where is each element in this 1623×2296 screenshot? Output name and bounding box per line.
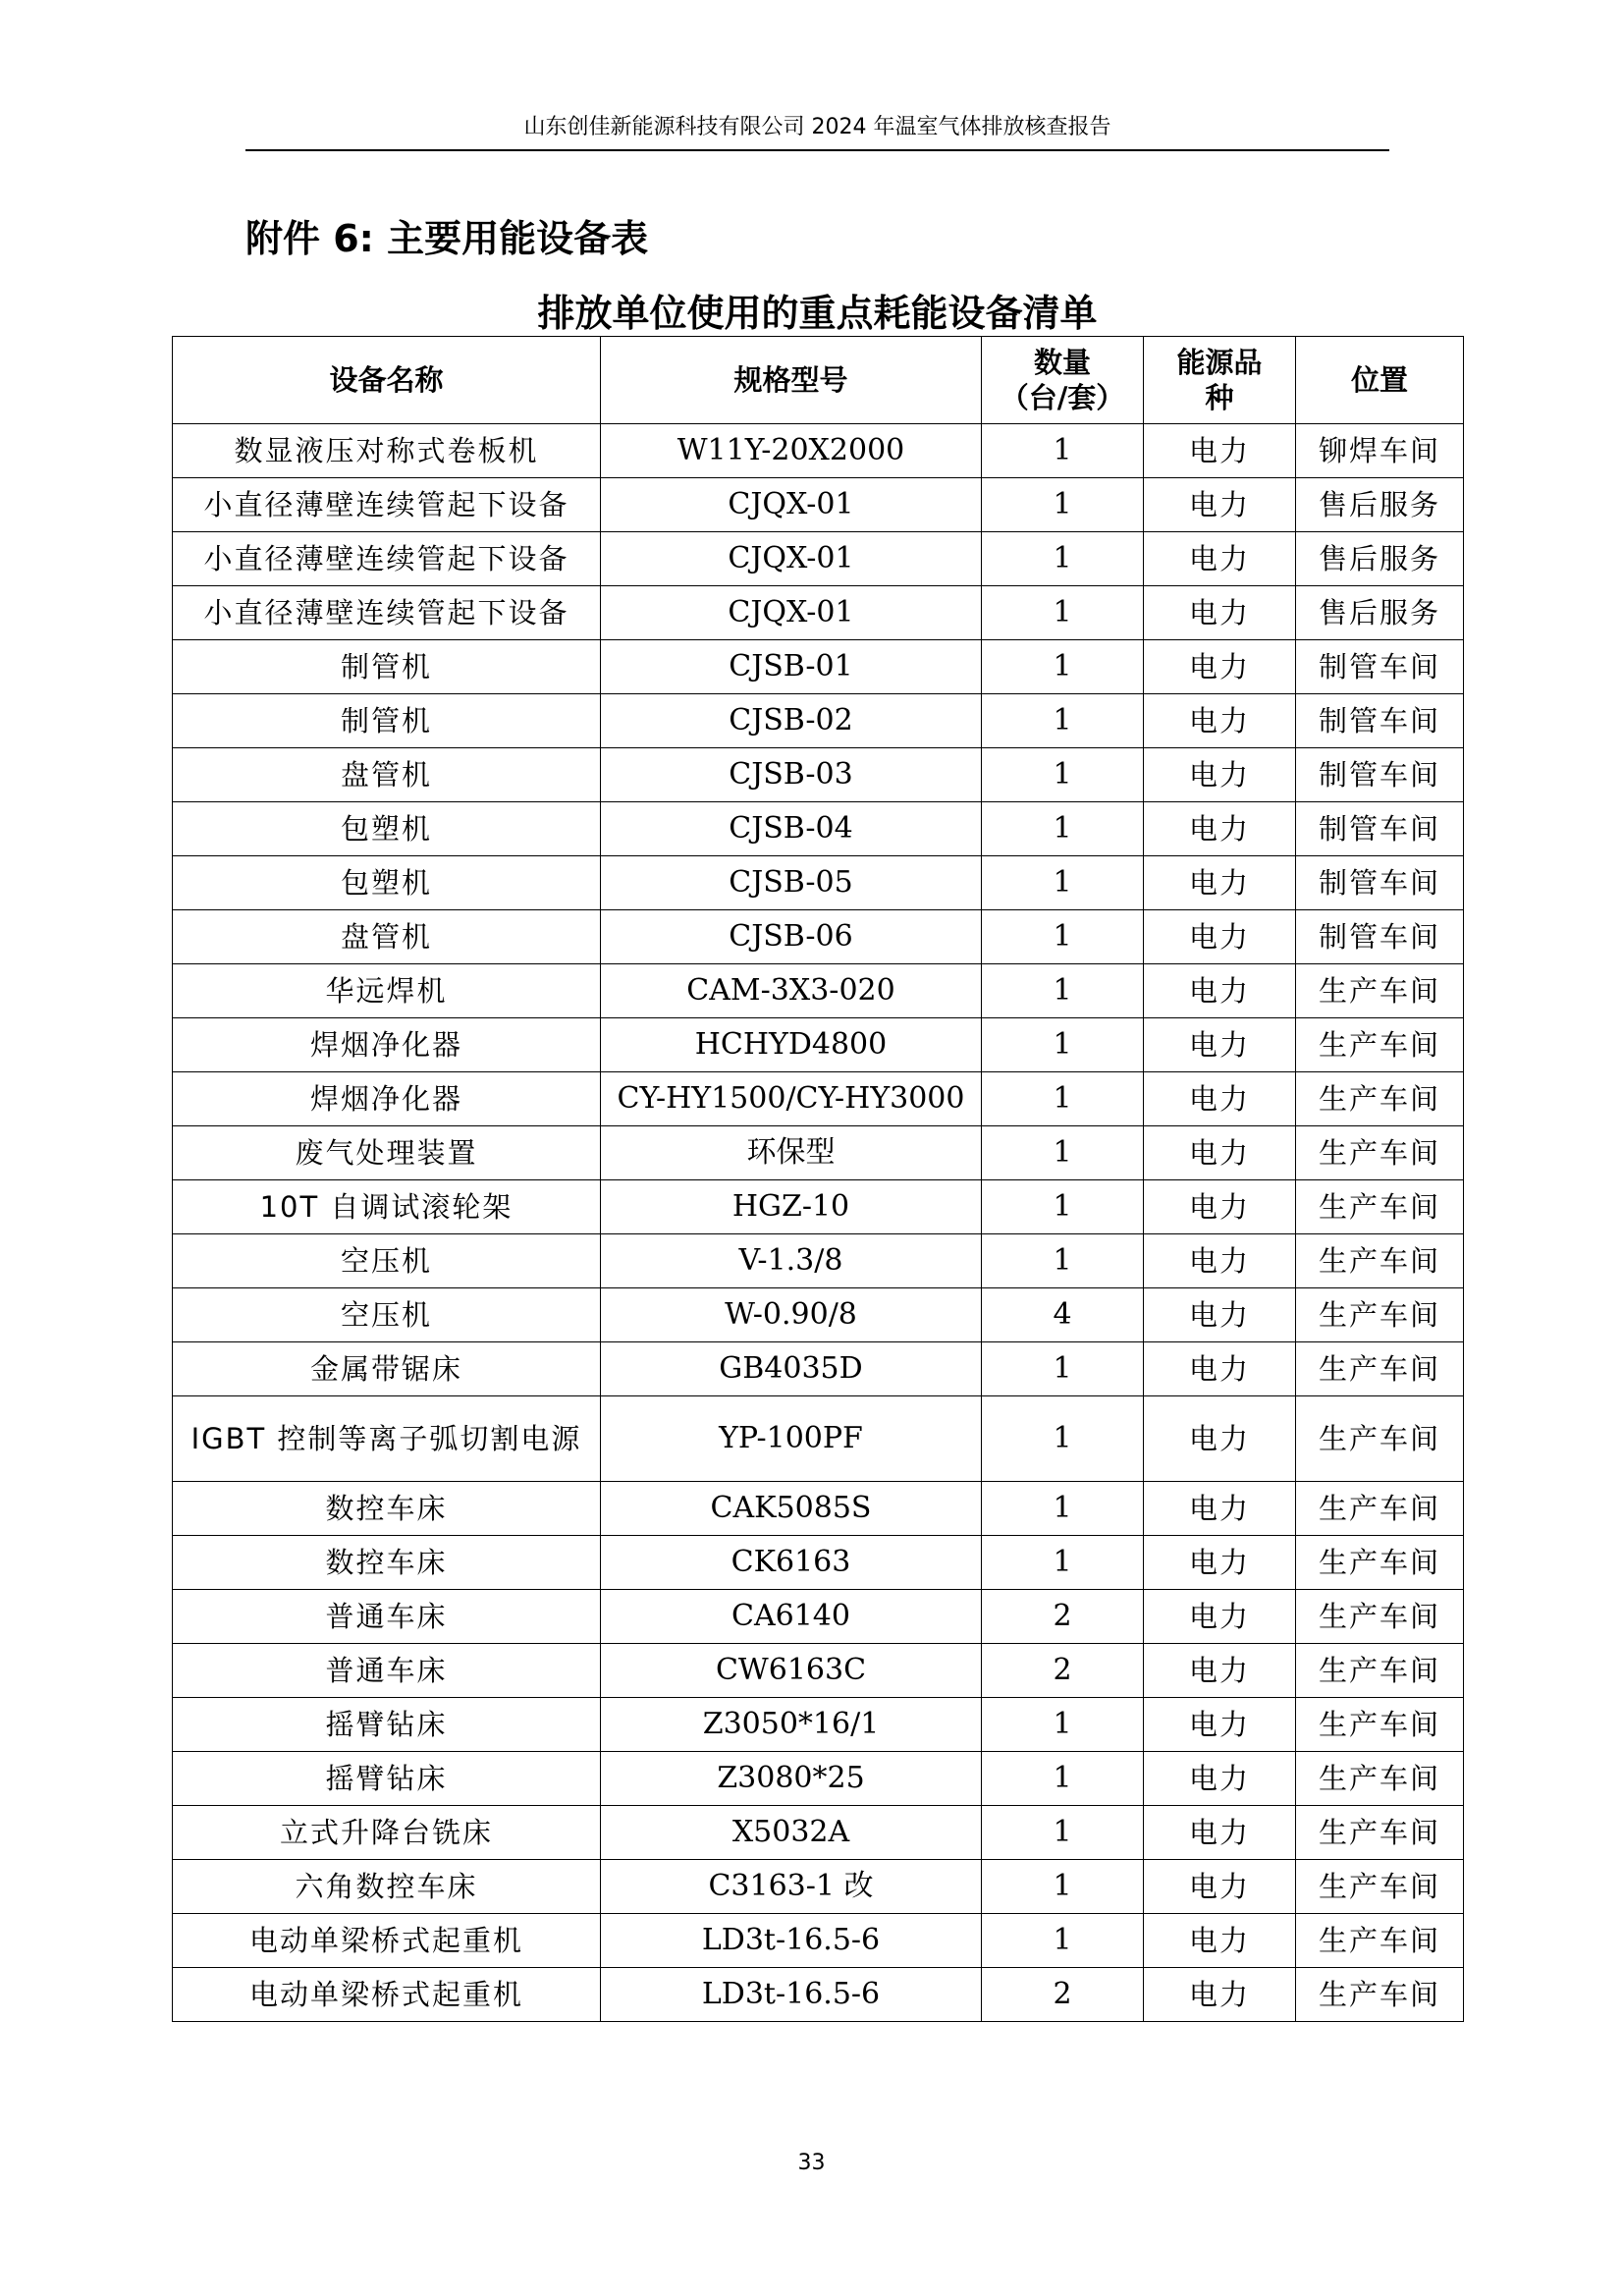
quantity-cell: 1 (982, 1536, 1144, 1590)
equipment-name-cell: 小直径薄壁连续管起下设备 (173, 478, 601, 532)
location-cell: 售后服务 (1296, 478, 1464, 532)
model-cell: CJSB-04 (601, 802, 982, 856)
header-quantity: 数量 （台/套） (982, 337, 1144, 424)
table-body (173, 424, 1464, 2022)
equipment-name-cell: 10T 自调试滚轮架 (173, 1180, 601, 1234)
quantity-cell: 1 (982, 802, 1144, 856)
table-row (173, 1482, 1464, 1536)
location-cell: 生产车间 (1296, 1126, 1464, 1180)
table-row (173, 1396, 1464, 1482)
energy-type-cell: 电力 (1144, 802, 1296, 856)
equipment-name-cell: 摇臂钻床 (173, 1752, 601, 1806)
energy-type-cell: 电力 (1144, 532, 1296, 586)
table-row (173, 1644, 1464, 1698)
location-cell: 生产车间 (1296, 964, 1464, 1018)
model-cell: CY-HY1500/CY-HY3000 (601, 1072, 982, 1126)
energy-type-cell: 电力 (1144, 1968, 1296, 2022)
location-cell: 制管车间 (1296, 694, 1464, 748)
table-row (173, 1072, 1464, 1126)
model-cell: W11Y-20X2000 (601, 424, 982, 478)
equipment-name-cell: 华远焊机 (173, 964, 601, 1018)
equipment-name-cell: 六角数控车床 (173, 1860, 601, 1914)
equipment-name-cell: 普通车床 (173, 1644, 601, 1698)
location-cell: 生产车间 (1296, 1234, 1464, 1288)
equipment-name-cell: 摇臂钻床 (173, 1698, 601, 1752)
energy-type-cell: 电力 (1144, 910, 1296, 964)
location-cell: 生产车间 (1296, 1590, 1464, 1644)
quantity-cell: 1 (982, 1698, 1144, 1752)
quantity-cell: 1 (982, 1342, 1144, 1396)
equipment-name-cell: 数控车床 (173, 1536, 601, 1590)
table-row (173, 478, 1464, 532)
energy-type-cell: 电力 (1144, 1752, 1296, 1806)
quantity-cell: 1 (982, 694, 1144, 748)
table-row (173, 1536, 1464, 1590)
table-row (173, 1806, 1464, 1860)
energy-type-cell: 电力 (1144, 1180, 1296, 1234)
table-row (173, 1180, 1464, 1234)
table-row (173, 1752, 1464, 1806)
table-row (173, 1860, 1464, 1914)
energy-type-cell: 电力 (1144, 748, 1296, 802)
table-row (173, 1234, 1464, 1288)
location-cell: 生产车间 (1296, 1860, 1464, 1914)
energy-type-cell: 电力 (1144, 1396, 1296, 1482)
location-cell: 制管车间 (1296, 802, 1464, 856)
equipment-name-cell: 金属带锯床 (173, 1342, 601, 1396)
energy-type-cell: 电力 (1144, 1018, 1296, 1072)
location-cell: 生产车间 (1296, 1968, 1464, 2022)
model-cell: W-0.90/8 (601, 1288, 982, 1342)
quantity-cell: 2 (982, 1968, 1144, 2022)
quantity-cell: 2 (982, 1644, 1144, 1698)
energy-type-cell: 电力 (1144, 478, 1296, 532)
model-cell: HCHYD4800 (601, 1018, 982, 1072)
table-row (173, 802, 1464, 856)
quantity-cell: 1 (982, 586, 1144, 640)
model-cell: CK6163 (601, 1536, 982, 1590)
table-row (173, 1018, 1464, 1072)
quantity-cell: 4 (982, 1288, 1144, 1342)
model-cell: YP-100PF (601, 1396, 982, 1482)
location-cell: 生产车间 (1296, 1072, 1464, 1126)
equipment-name-cell: 小直径薄壁连续管起下设备 (173, 586, 601, 640)
location-cell: 生产车间 (1296, 1482, 1464, 1536)
quantity-cell: 1 (982, 1914, 1144, 1968)
model-cell: LD3t-16.5-6 (601, 1914, 982, 1968)
model-cell: CAM-3X3-020 (601, 964, 982, 1018)
energy-type-cell: 电力 (1144, 1288, 1296, 1342)
model-cell: Z3050*16/1 (601, 1698, 982, 1752)
location-cell: 制管车间 (1296, 748, 1464, 802)
quantity-cell: 1 (982, 424, 1144, 478)
energy-type-cell: 电力 (1144, 1342, 1296, 1396)
equipment-name-cell: 立式升降台铣床 (173, 1806, 601, 1860)
header-equipment-name: 设备名称 (173, 337, 601, 424)
quantity-cell: 1 (982, 1752, 1144, 1806)
model-cell: GB4035D (601, 1342, 982, 1396)
table-header-row (173, 337, 1464, 424)
model-cell: C3163-1 改 (601, 1860, 982, 1914)
model-cell: CJSB-01 (601, 640, 982, 694)
table-row (173, 586, 1464, 640)
quantity-cell: 1 (982, 1860, 1144, 1914)
model-cell: Z3080*25 (601, 1752, 982, 1806)
quantity-cell: 1 (982, 856, 1144, 910)
table-row (173, 748, 1464, 802)
equipment-name-cell: 制管机 (173, 694, 601, 748)
energy-type-cell: 电力 (1144, 1072, 1296, 1126)
table-row (173, 1126, 1464, 1180)
page-number: 33 (797, 2151, 826, 2175)
model-cell: HGZ-10 (601, 1180, 982, 1234)
equipment-name-cell: IGBT 控制等离子弧切割电源 (173, 1396, 601, 1482)
quantity-cell: 1 (982, 1180, 1144, 1234)
model-cell: CA6140 (601, 1590, 982, 1644)
equipment-table (172, 336, 1464, 2022)
model-cell: V-1.3/8 (601, 1234, 982, 1288)
location-cell: 售后服务 (1296, 532, 1464, 586)
equipment-name-cell: 电动单梁桥式起重机 (173, 1914, 601, 1968)
table-row (173, 1914, 1464, 1968)
location-cell: 生产车间 (1296, 1288, 1464, 1342)
equipment-name-cell: 空压机 (173, 1234, 601, 1288)
quantity-cell: 1 (982, 910, 1144, 964)
equipment-name-cell: 数显液压对称式卷板机 (173, 424, 601, 478)
table-row (173, 694, 1464, 748)
table-row (173, 964, 1464, 1018)
location-cell: 生产车间 (1296, 1752, 1464, 1806)
table-row (173, 1590, 1464, 1644)
equipment-name-cell: 制管机 (173, 640, 601, 694)
energy-type-cell: 电力 (1144, 856, 1296, 910)
energy-type-cell: 电力 (1144, 1234, 1296, 1288)
energy-type-cell: 电力 (1144, 1590, 1296, 1644)
table-row (173, 856, 1464, 910)
section-title: 附件 6: 主要用能设备表 (245, 217, 649, 260)
location-cell: 制管车间 (1296, 856, 1464, 910)
model-cell: X5032A (601, 1806, 982, 1860)
model-cell: CJSB-03 (601, 748, 982, 802)
quantity-cell: 1 (982, 1126, 1144, 1180)
page-header: 山东创佳新能源科技有限公司 2024 年温室气体排放核查报告 (523, 115, 1111, 139)
quantity-cell: 1 (982, 748, 1144, 802)
table-row (173, 1968, 1464, 2022)
model-cell: CJQX-01 (601, 586, 982, 640)
location-cell: 铆焊车间 (1296, 424, 1464, 478)
quantity-cell: 1 (982, 532, 1144, 586)
location-cell: 生产车间 (1296, 1396, 1464, 1482)
location-cell: 生产车间 (1296, 1536, 1464, 1590)
quantity-cell: 1 (982, 964, 1144, 1018)
quantity-cell: 2 (982, 1590, 1144, 1644)
header-energy-type: 能源品 种 (1144, 337, 1296, 424)
location-cell: 售后服务 (1296, 586, 1464, 640)
equipment-name-cell: 废气处理装置 (173, 1126, 601, 1180)
energy-type-cell: 电力 (1144, 1644, 1296, 1698)
quantity-cell: 1 (982, 1072, 1144, 1126)
equipment-name-cell: 电动单梁桥式起重机 (173, 1968, 601, 2022)
quantity-cell: 1 (982, 1806, 1144, 1860)
location-cell: 制管车间 (1296, 910, 1464, 964)
quantity-cell: 1 (982, 1018, 1144, 1072)
quantity-cell: 1 (982, 478, 1144, 532)
energy-type-cell: 电力 (1144, 694, 1296, 748)
table-row (173, 1342, 1464, 1396)
quantity-cell: 1 (982, 1234, 1144, 1288)
location-cell: 生产车间 (1296, 1342, 1464, 1396)
table-row (173, 640, 1464, 694)
model-cell: CJSB-05 (601, 856, 982, 910)
model-cell: CJSB-02 (601, 694, 982, 748)
location-cell: 生产车间 (1296, 1914, 1464, 1968)
energy-type-cell: 电力 (1144, 586, 1296, 640)
table-row (173, 910, 1464, 964)
table-row (173, 1288, 1464, 1342)
location-cell: 生产车间 (1296, 1806, 1464, 1860)
model-cell: CJQX-01 (601, 532, 982, 586)
model-cell: LD3t-16.5-6 (601, 1968, 982, 2022)
energy-type-cell: 电力 (1144, 1698, 1296, 1752)
equipment-name-cell: 盘管机 (173, 748, 601, 802)
energy-type-cell: 电力 (1144, 424, 1296, 478)
energy-type-cell: 电力 (1144, 1860, 1296, 1914)
table-row (173, 1698, 1464, 1752)
location-cell: 生产车间 (1296, 1018, 1464, 1072)
equipment-name-cell: 焊烟净化器 (173, 1072, 601, 1126)
equipment-name-cell: 包塑机 (173, 802, 601, 856)
energy-type-cell: 电力 (1144, 1806, 1296, 1860)
energy-type-cell: 电力 (1144, 964, 1296, 1018)
equipment-name-cell: 包塑机 (173, 856, 601, 910)
energy-type-cell: 电力 (1144, 1482, 1296, 1536)
header-model: 规格型号 (601, 337, 982, 424)
location-cell: 生产车间 (1296, 1698, 1464, 1752)
table-title: 排放单位使用的重点耗能设备清单 (537, 292, 1098, 335)
quantity-cell: 1 (982, 640, 1144, 694)
model-cell: CJQX-01 (601, 478, 982, 532)
table-row (173, 532, 1464, 586)
header-location: 位置 (1296, 337, 1464, 424)
quantity-cell: 1 (982, 1396, 1144, 1482)
model-cell: 环保型 (601, 1126, 982, 1180)
location-cell: 生产车间 (1296, 1644, 1464, 1698)
energy-type-cell: 电力 (1144, 1126, 1296, 1180)
equipment-name-cell: 焊烟净化器 (173, 1018, 601, 1072)
energy-type-cell: 电力 (1144, 640, 1296, 694)
model-cell: CAK5085S (601, 1482, 982, 1536)
model-cell: CJSB-06 (601, 910, 982, 964)
model-cell: CW6163C (601, 1644, 982, 1698)
equipment-name-cell: 空压机 (173, 1288, 601, 1342)
equipment-name-cell: 盘管机 (173, 910, 601, 964)
header-rule (245, 149, 1389, 151)
equipment-name-cell: 数控车床 (173, 1482, 601, 1536)
energy-type-cell: 电力 (1144, 1536, 1296, 1590)
quantity-cell: 1 (982, 1482, 1144, 1536)
equipment-name-cell: 小直径薄壁连续管起下设备 (173, 532, 601, 586)
location-cell: 制管车间 (1296, 640, 1464, 694)
location-cell: 生产车间 (1296, 1180, 1464, 1234)
energy-type-cell: 电力 (1144, 1914, 1296, 1968)
table-row (173, 424, 1464, 478)
equipment-name-cell: 普通车床 (173, 1590, 601, 1644)
